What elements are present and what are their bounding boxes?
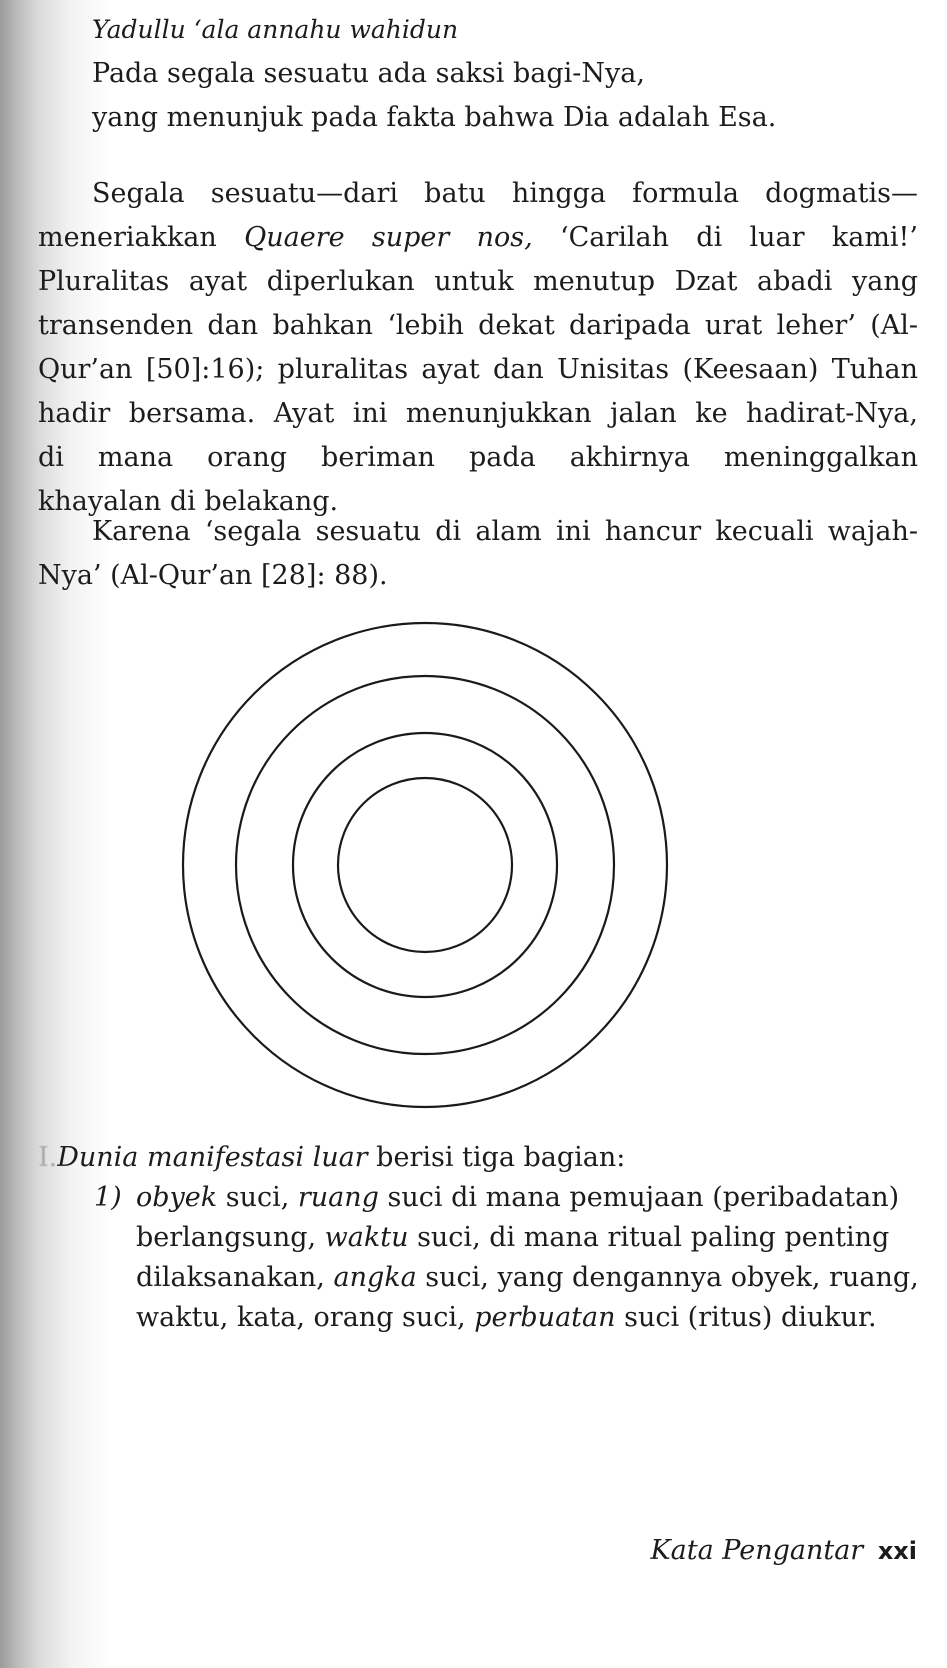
list-item-line-2 [136,1218,918,1258]
term-angka: angka [333,1262,417,1293]
list-item-number: 1) [94,1182,122,1213]
paragraph-1-line-6: hadir bersama. Ayat ini menunjukkan jalan ke hadirat-Nya, [38,398,918,429]
paragraph-2 [38,510,918,598]
term-perbuatan: perbuatan [474,1302,616,1333]
concentric-circles-figure [180,620,670,1110]
list-item-line-3 [136,1258,918,1298]
paragraph-2-line-1: Karena ‘segala sesuatu di alam ini hancur kecuali wajah- [92,516,918,547]
paragraph-1-line-1: Segala sesuatu—dari batu hingga formula dogmatis— [92,178,918,209]
section-heading-rest: berisi tiga bagian: [367,1142,626,1173]
list-text: waktu, kata, orang suci, [136,1302,475,1333]
list-item-line-1 [136,1178,918,1218]
list-text: suci, di mana ritual paling penting [408,1222,890,1253]
list-text: dilaksanakan, [136,1262,334,1293]
third-ring [293,733,557,997]
paragraph-1-line-7: di mana orang beriman pada akhirnya meninggalkan [38,442,918,473]
paragraph-2-line-2: Nya’ (Al-Qur’an [28]: 88). [38,560,388,591]
paragraph-1-line-2 [38,216,918,260]
term-obyek: obyek [136,1182,218,1213]
list-text: suci, [217,1182,298,1213]
paragraph-1-line-4: transenden dan bahkan ‘lebih dekat daripada urat leher’ (Al- [38,310,918,341]
paragraph-1 [38,172,918,524]
verse-line-3: yang menunjuk pada fakta bahwa Dia adalah Esa. [92,102,777,133]
verse-block [38,8,918,140]
paragraph-1-line-5: Qur’an [50]:16); pluralitas ayat dan Unisitas (Keesaan) Tuhan [38,354,918,385]
paragraph-1-line-3: Pluralitas ayat diperlukan untuk menutup Dzat abadi yang [38,266,918,297]
page-number: xxi [877,1537,917,1565]
paragraph-1-line-2-pre: meneriakkan [38,222,245,253]
section-list [38,1138,918,1338]
term-ruang: ruang [297,1182,379,1213]
list-text: berlangsung, [136,1222,325,1253]
list-text: suci di mana pemujaan (peribadatan) [378,1182,900,1213]
verse-line-2: Pada segala sesuatu ada saksi bagi-Nya, [92,58,645,89]
term-waktu: waktu [324,1222,409,1253]
section-number: I. [38,1142,58,1173]
paragraph-1-line-2-post: ‘Carilah di luar kami!’ [532,222,918,253]
section-heading [38,1138,918,1178]
section-italic-lead: Dunia manifestasi luar [57,1142,368,1173]
verse-line-1: Yadullu ‘ala annahu wahidun [92,15,459,44]
page-footer [650,1535,917,1566]
list-text: suci, yang dengannya obyek, ruang, [416,1262,919,1293]
list-item [38,1178,918,1338]
latin-phrase: Quaere super nos, [244,222,533,253]
list-item-line-4 [136,1298,918,1338]
list-text: suci (ritus) diukur. [615,1302,877,1333]
running-title: Kata Pengantar [650,1535,864,1566]
paragraph-1-line-8: khayalan di belakang. [38,486,339,517]
inner-ring [338,778,512,952]
outer-ring [183,623,667,1107]
